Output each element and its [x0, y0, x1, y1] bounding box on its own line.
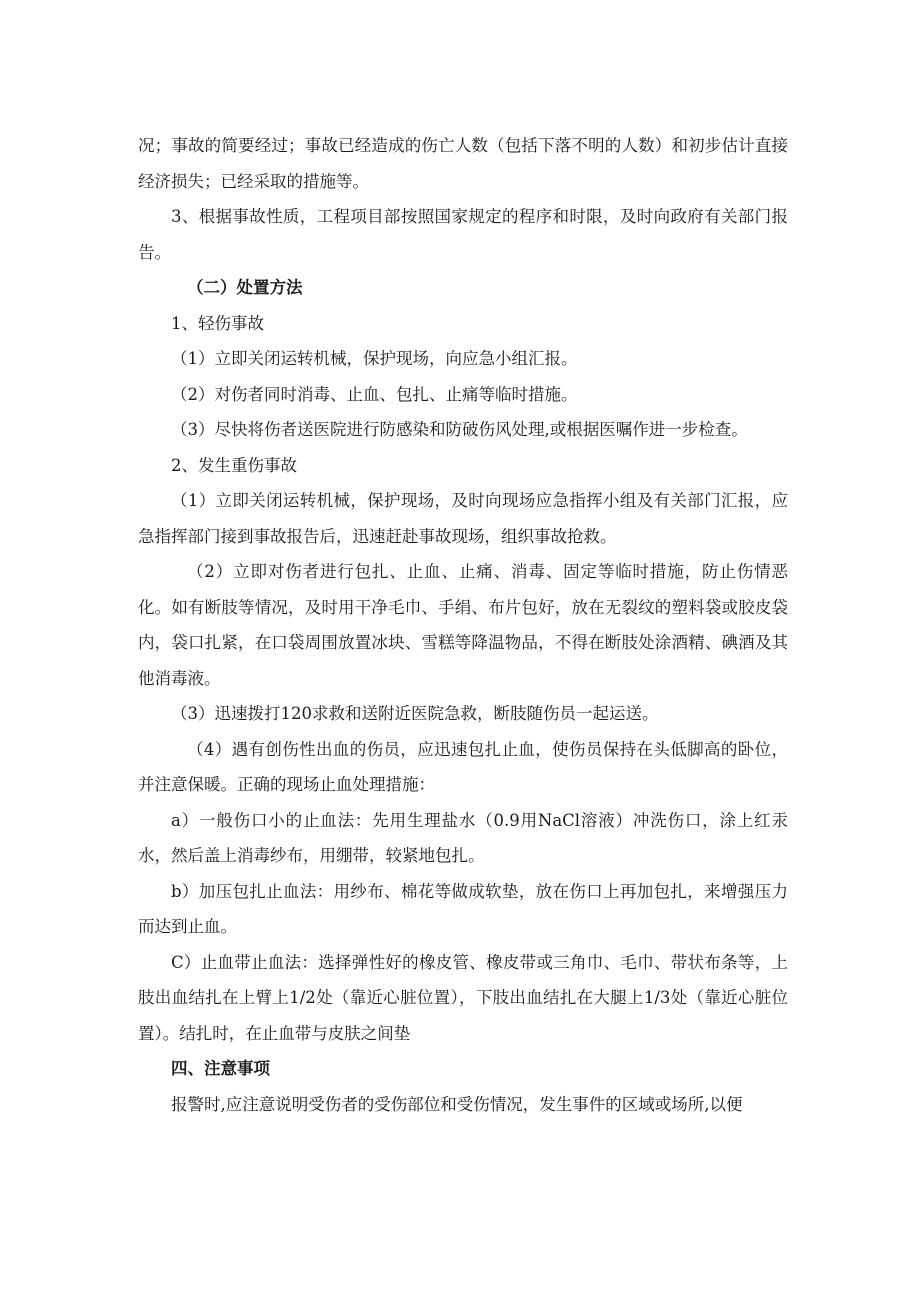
paragraph-serious-step-2: （2）立即对伤者进行包扎、止血、止痛、消毒、固定等临时措施，防止伤情恶化。如有断肢等情况，及时用干净毛巾、手绢、布片包好，放在无裂纹的塑料袋或胶皮袋内，袋口扎紧，在口袋周围放置冰块、雪糕等降温物品，不得在断肢处涂酒精、碘酒及其他消毒液。	[138, 562, 788, 688]
section-heading-notes: 四、注意事项	[171, 1059, 270, 1078]
paragraph-serious-step-4: （4）遇有创伤性出血的伤员，应迅速包扎止血，使伤员保持在头低脚高的卧位，并注意保暖。正确的现场止血处理措施：	[138, 739, 788, 794]
paragraph-minor-step-3: （3）尽快将伤者送医院进行防感染和防破伤风处理,或根据医嘱作进一步检查。	[171, 420, 748, 439]
section-heading-disposal-methods: （二）处置方法	[187, 278, 303, 297]
paragraph-serious-step-1: （1）立即关闭运转机械，保护现场，及时向现场应急指挥小组及有关部门汇报，应急指挥部门接到事故报告后，迅速赶赴事故现场，组织事故抢救。	[138, 491, 788, 546]
paragraph-minor-step-2: （2）对伤者同时消毒、止血、包扎、止痛等临时措施。	[171, 384, 578, 404]
paragraph-minor-step-1: （1）立即关闭运转机械，保护现场，向应急小组汇报。	[171, 349, 578, 368]
paragraph-report-to-government: 3、根据事故性质，工程项目部按照国家规定的程序和时限，及时向政府有关部门报告。	[138, 207, 788, 262]
paragraph-serious-step-3: （3）迅速拨打120求救和送附近医院急救，断肢随伤员一起运送。	[171, 704, 659, 723]
subheading-serious-injury: 2、发生重伤事故	[171, 455, 297, 475]
paragraph-method-a: a）一般伤口小的止血法：先用生理盐水（0.9用NaCl溶液）冲洗伤口，涂上红汞水，然后盖上消毒纱布，用绷带，较紧地包扎。	[138, 810, 788, 865]
paragraph-alarm-notes: 报警时,应注意说明受伤者的受伤部位和受伤情况，发生事件的区域或场所,以便	[171, 1094, 743, 1114]
document-page	[138, 128, 788, 1122]
subheading-minor-injury: 1、轻伤事故	[171, 313, 264, 333]
paragraph-method-c: C）止血带止血法：选择弹性好的橡皮管、橡皮带或三角巾、毛巾、带状布条等，上肢出血结扎在上臂上1/2处（靠近心脏位置），下肢出血结扎在大腿上1/3处（靠近心脏位置）。结扎时，在止血带与皮肤之间垫	[138, 952, 788, 1043]
paragraph-method-b: b）加压包扎止血法：用纱布、棉花等做成软垫，放在伤口上再加包扎，来增强压力而达到止血。	[138, 881, 788, 936]
paragraph-accident-report-content: 况；事故的简要经过；事故已经造成的伤亡人数（包括下落不明的人数）和初步估计直接经济损失；已经采取的措施等。	[138, 136, 788, 191]
